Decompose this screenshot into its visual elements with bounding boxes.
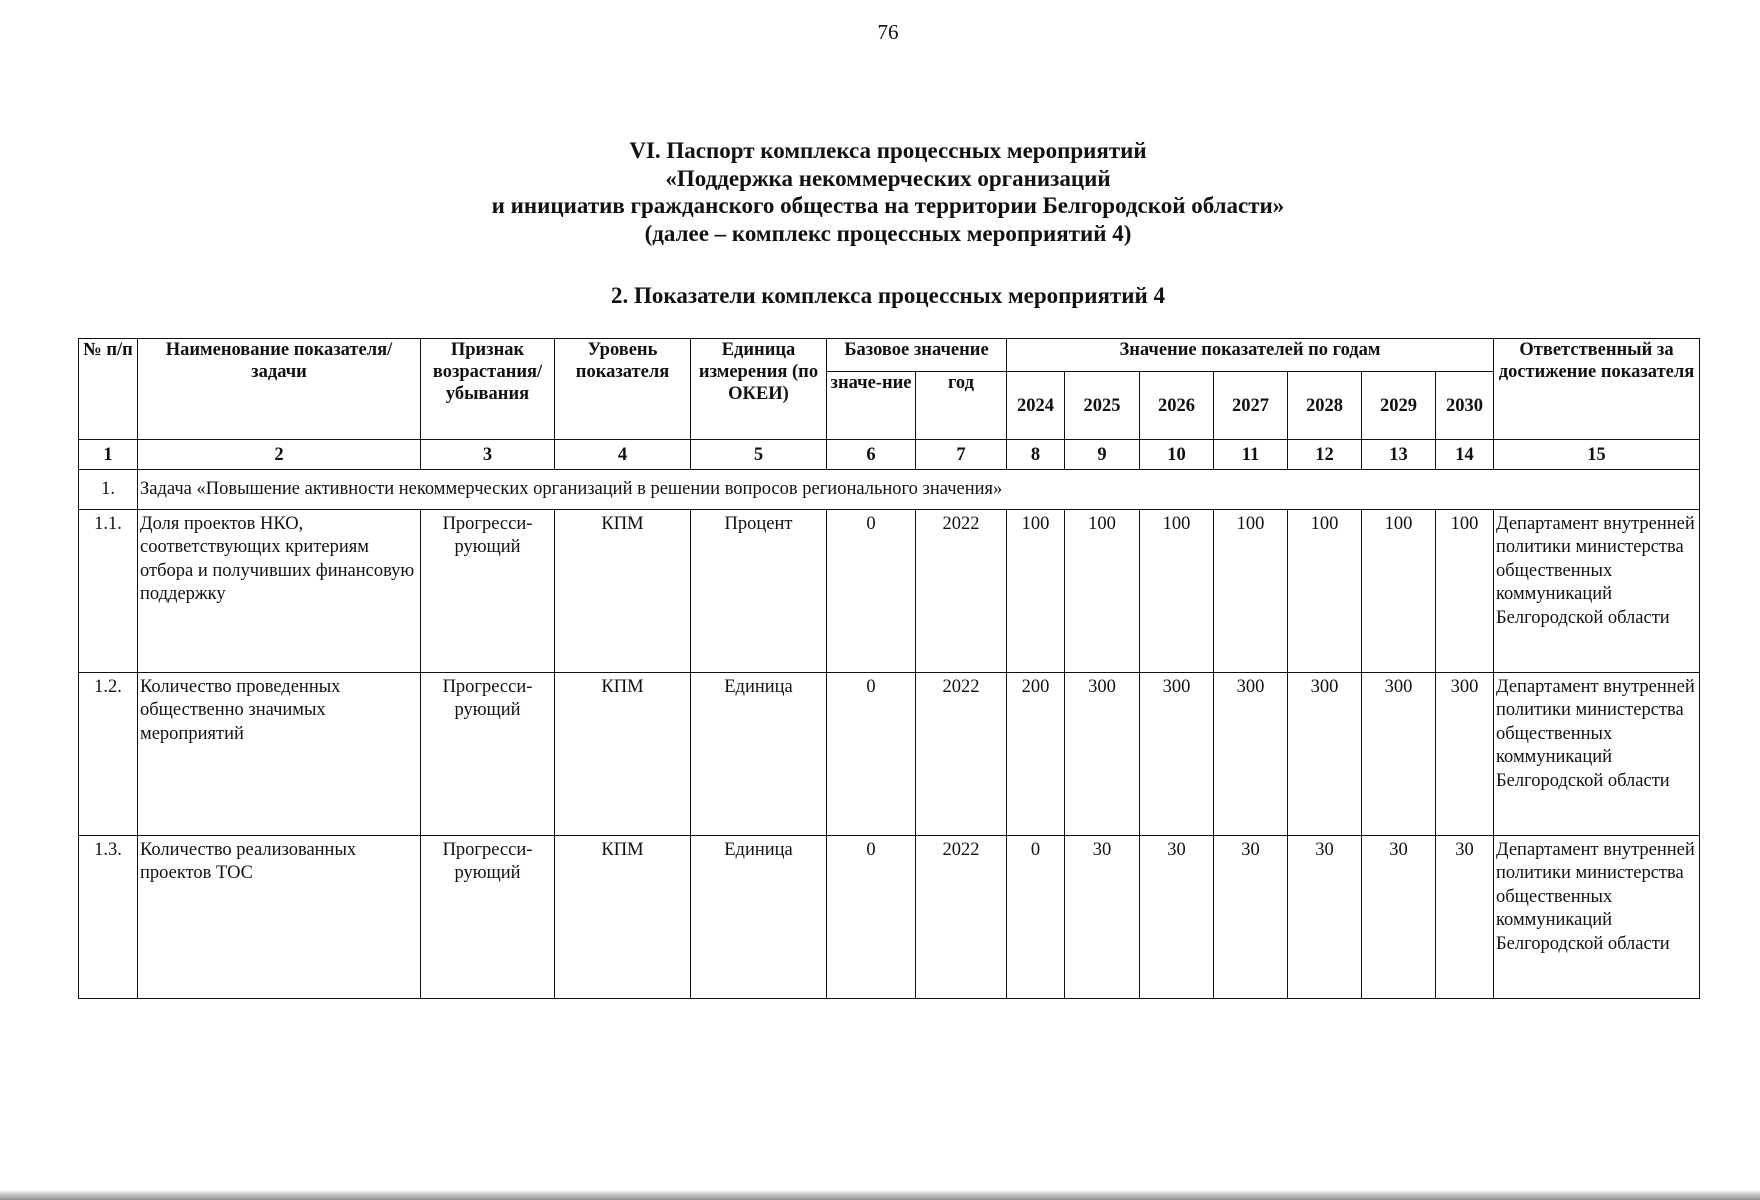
column-number: 4 — [555, 440, 691, 470]
row-value-2026: 30 — [1140, 836, 1214, 999]
column-number: 15 — [1494, 440, 1700, 470]
row-base-value: 0 — [827, 510, 916, 673]
row-level: КПМ — [555, 836, 691, 999]
row-base-year: 2022 — [916, 510, 1007, 673]
document-heading — [0, 137, 1760, 247]
table-row — [79, 836, 1700, 999]
column-number: 7 — [916, 440, 1007, 470]
row-value-2029: 100 — [1362, 510, 1436, 673]
header-year: 2024 — [1007, 372, 1065, 440]
column-number: 2 — [138, 440, 421, 470]
row-value-2030: 100 — [1436, 510, 1494, 673]
header-responsible: Ответственный за достижение показателя — [1494, 339, 1700, 440]
row-value-2030: 300 — [1436, 673, 1494, 836]
row-name: Количество проведенных общественно значимых мероприятий — [138, 673, 421, 836]
heading-line: (далее – комплекс процессных мероприятий 4) — [644, 220, 1132, 246]
header-year: 2029 — [1362, 372, 1436, 440]
row-unit: Процент — [691, 510, 827, 673]
column-number: 5 — [691, 440, 827, 470]
row-value-2029: 30 — [1362, 836, 1436, 999]
row-value-2027: 300 — [1214, 673, 1288, 836]
row-base-value: 0 — [827, 673, 916, 836]
row-value-2027: 100 — [1214, 510, 1288, 673]
header-year: 2027 — [1214, 372, 1288, 440]
row-value-2025: 100 — [1065, 510, 1140, 673]
row-sign: Прогресси-рующий — [421, 510, 555, 673]
header-base: Базовое значение — [827, 339, 1007, 372]
header-name: Наименование показателя/задачи — [138, 339, 421, 440]
row-base-value: 0 — [827, 836, 916, 999]
row-responsible: Департамент внутренней политики министерства общественных коммуникаций Белгородской области — [1494, 510, 1700, 673]
column-number: 13 — [1362, 440, 1436, 470]
column-number: 11 — [1214, 440, 1288, 470]
column-number: 8 — [1007, 440, 1065, 470]
row-level: КПМ — [555, 673, 691, 836]
header-level: Уровень показателя — [555, 339, 691, 440]
header-base-value: значе-ние — [827, 372, 916, 440]
column-number: 1 — [79, 440, 138, 470]
table-row — [79, 510, 1700, 673]
row-num: 1.3. — [79, 836, 138, 999]
row-value-2026: 100 — [1140, 510, 1214, 673]
row-unit: Единица — [691, 836, 827, 999]
column-number: 6 — [827, 440, 916, 470]
row-value-2028: 100 — [1288, 510, 1362, 673]
heading-line: «Поддержка некоммерческих организаций — [665, 165, 1111, 191]
row-base-year: 2022 — [916, 673, 1007, 836]
row-num: 1.1. — [79, 510, 138, 673]
header-year: 2025 — [1065, 372, 1140, 440]
row-responsible: Департамент внутренней политики министерства общественных коммуникаций Белгородской области — [1494, 673, 1700, 836]
scan-edge-shadow — [0, 1190, 1760, 1200]
header-year: 2030 — [1436, 372, 1494, 440]
section-subheading: 2. Показатели комплекса процессных мероприятий 4 — [611, 283, 1165, 308]
heading-line: VI. Паспорт комплекса процессных мероприятий — [629, 138, 1147, 163]
table-row — [79, 673, 1700, 836]
task-num: 1. — [79, 470, 138, 510]
column-number: 9 — [1065, 440, 1140, 470]
row-unit: Единица — [691, 673, 827, 836]
column-number: 3 — [421, 440, 555, 470]
row-value-2028: 30 — [1288, 836, 1362, 999]
row-value-2026: 300 — [1140, 673, 1214, 836]
column-number-row — [79, 440, 1700, 470]
row-sign: Прогресси-рующий — [421, 673, 555, 836]
column-number: 14 — [1436, 440, 1494, 470]
task-row — [79, 470, 1700, 510]
row-name: Количество реализованных проектов ТОС — [138, 836, 421, 999]
row-name: Доля проектов НКО, соответствующих критериям отбора и получивших финансовую поддержку — [138, 510, 421, 673]
indicators-table — [78, 338, 1700, 999]
row-value-2024: 100 — [1007, 510, 1065, 673]
header-base-year: год — [916, 372, 1007, 440]
row-value-2025: 300 — [1065, 673, 1140, 836]
row-value-2024: 0 — [1007, 836, 1065, 999]
header-row-1 — [79, 339, 1700, 372]
row-value-2024: 200 — [1007, 673, 1065, 836]
header-unit: Единица измерения (по ОКЕИ) — [691, 339, 827, 440]
header-by-years: Значение показателей по годам — [1007, 339, 1494, 372]
row-value-2029: 300 — [1362, 673, 1436, 836]
row-value-2027: 30 — [1214, 836, 1288, 999]
row-base-year: 2022 — [916, 836, 1007, 999]
heading-line: и инициатив гражданского общества на территории Белгородской области» — [491, 193, 1285, 218]
column-number: 10 — [1140, 440, 1214, 470]
page-number: 76 — [877, 20, 899, 44]
row-value-2028: 300 — [1288, 673, 1362, 836]
header-num: № п/п — [79, 339, 138, 440]
row-value-2030: 30 — [1436, 836, 1494, 999]
row-responsible: Департамент внутренней политики министерства общественных коммуникаций Белгородской области — [1494, 836, 1700, 999]
task-text: Задача «Повышение активности некоммерческих организаций в решении вопросов регионального значения» — [138, 470, 1700, 510]
header-sign: Признак возрастания/ убывания — [421, 339, 555, 440]
header-year: 2028 — [1288, 372, 1362, 440]
column-number: 12 — [1288, 440, 1362, 470]
header-year: 2026 — [1140, 372, 1214, 440]
row-num: 1.2. — [79, 673, 138, 836]
row-level: КПМ — [555, 510, 691, 673]
row-sign: Прогресси-рующий — [421, 836, 555, 999]
row-value-2025: 30 — [1065, 836, 1140, 999]
